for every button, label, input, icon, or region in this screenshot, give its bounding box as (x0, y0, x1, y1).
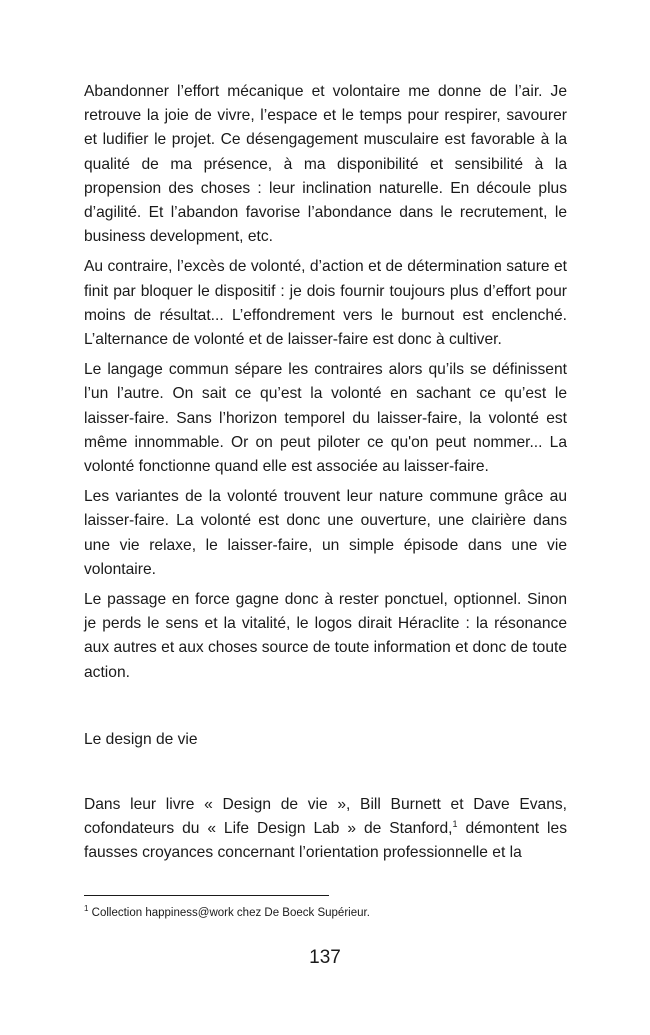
footnote-reference[interactable]: 1 (452, 818, 458, 829)
page-body (84, 80, 567, 871)
footnote-text: Collection happiness@work chez De Boeck Supérieur. (88, 907, 370, 919)
paragraph-6-text-after-note: démontent les fausses croyances concernant l’orientation professionnelle et la (84, 820, 567, 862)
paragraph-2: Au contraire, l’excès de volonté, d’action et de détermination sature et finit par bloquer le dispositif : je dois fournir toujours plus d’effort pour moins de résultat... L’effondrement vers le burnout est enclenché. L’alternance de volonté et de laisser-faire est donc à cultiver. (84, 258, 567, 349)
paragraph-3: Le langage commun sépare les contraires alors qu’ils se définissent l’un l’autre. On sait ce qu’est la volonté en sachant ce qu’est le laisser-faire. Sans l’horizon temporel du laisser-faire, la volonté est même innommable. Or on peut piloter ce qu'on peut nommer... La volonté fonctionne quand elle est associée au laisser-faire. (84, 361, 567, 476)
paragraph-6-text-before-note: Dans leur livre « Design de vie », Bill Burnett et Dave Evans, cofondateurs du « Life Design Lab » de Stanford, (84, 795, 567, 838)
paragraph-4: Les variantes de la volonté trouvent leur nature commune grâce au laisser-faire. La volonté est donc une ouverture, une clairière dans une vie relaxe, le laisser-faire, un simple épisode dans une vie volontaire. (84, 488, 567, 578)
footnote-divider (84, 895, 329, 896)
page-number: 137 (309, 947, 341, 968)
paragraph-6 (84, 793, 567, 866)
section-title: Le design de vie (84, 730, 198, 748)
paragraph-1: Abandonner l’effort mécanique et volontaire me donne de l’air. Je retrouve la joie de vivre, l’espace et le temps pour respirer, savourer et ludifier le projet. Ce désengagement musculaire est favorable à la qualité de ma présence, à ma disponibilité et sensibilité à la propension des choses : leur inclination naturelle. En découle plus d’agilité. Et l’abandon favorise l’abondance dans le recrutement, le business development, etc. (84, 83, 567, 246)
paragraph-5: Le passage en force gagne donc à rester ponctuel, optionnel. Sinon je perds le sens et la vitalité, le logos dirait Héraclite : la résonance aux autres et aux choses source de toute information et donc de toute action. (84, 591, 567, 681)
footnote-number: 1 (84, 904, 89, 914)
footnote (84, 905, 567, 921)
